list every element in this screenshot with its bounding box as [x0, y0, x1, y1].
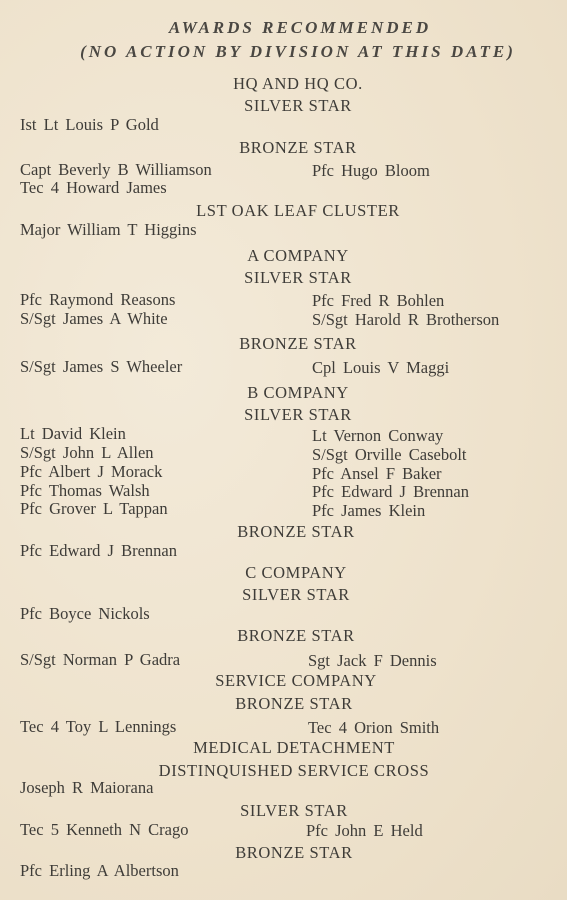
- awardee-b-silver-right-3: Pfc Ansel F Baker: [312, 464, 442, 483]
- awardee-medical-silver-right-1: Pfc John E Held: [306, 821, 423, 840]
- awardee-a-silver-left-1: Pfc Raymond Reasons: [20, 290, 176, 309]
- awardee-b-silver-left-3: Pfc Albert J Morack: [20, 462, 163, 481]
- awardee-b-silver-right-5: Pfc James Klein: [312, 501, 426, 520]
- awardee-service-bronze-left-1: Tec 4 Toy L Lennings: [20, 717, 177, 736]
- unit-heading-hq: HQ AND HQ CO.: [233, 74, 363, 93]
- award-heading-a-silver: SILVER STAR: [244, 268, 352, 287]
- awardee-b-silver-left-1: Lt David Klein: [20, 424, 126, 443]
- page-subtitle: (NO ACTION BY DIVISION AT THIS DATE): [80, 42, 516, 61]
- awardee-hq-oak-leaf-1: Major William T Higgins: [20, 220, 197, 239]
- award-heading-medical-silver: SILVER STAR: [240, 801, 348, 820]
- award-heading-c-silver: SILVER STAR: [242, 585, 350, 604]
- awardee-b-silver-right-1: Lt Vernon Conway: [312, 426, 444, 445]
- awardee-hq-silver-1: Ist Lt Louis P Gold: [20, 115, 159, 134]
- unit-heading-b-company: B COMPANY: [247, 383, 349, 402]
- awardee-b-silver-left-2: S/Sgt John L Allen: [20, 443, 154, 462]
- unit-heading-c-company: C COMPANY: [245, 563, 347, 582]
- unit-heading-service-company: SERVICE COMPANY: [215, 671, 377, 690]
- award-heading-hq-bronze: BRONZE STAR: [239, 138, 357, 157]
- awardee-a-silver-right-1: Pfc Fred R Bohlen: [312, 291, 445, 310]
- award-heading-service-bronze: BRONZE STAR: [235, 694, 353, 713]
- awardee-c-silver-1: Pfc Boyce Nickols: [20, 604, 150, 623]
- awardee-hq-bronze-left-1: Capt Beverly B Williamson: [20, 160, 212, 179]
- award-heading-hq-silver: SILVER STAR: [244, 96, 352, 115]
- awardee-a-silver-left-2: S/Sgt James A White: [20, 309, 168, 328]
- awardee-c-bronze-left-1: S/Sgt Norman P Gadra: [20, 650, 181, 669]
- awardee-medical-silver-left-1: Tec 5 Kenneth N Crago: [20, 820, 189, 839]
- award-heading-a-bronze: BRONZE STAR: [239, 334, 357, 353]
- award-heading-c-bronze: BRONZE STAR: [237, 626, 355, 645]
- awardee-a-bronze-left-1: S/Sgt James S Wheeler: [20, 357, 183, 376]
- page-title: AWARDS RECOMMENDED: [168, 18, 432, 37]
- awardee-medical-bronze-1: Pfc Erling A Albertson: [20, 861, 179, 880]
- awardee-a-silver-right-2: S/Sgt Harold R Brotherson: [312, 310, 500, 329]
- award-heading-b-silver: SILVER STAR: [244, 405, 352, 424]
- unit-heading-a-company: A COMPANY: [247, 246, 349, 265]
- award-heading-medical-dsc: DISTINQUISHED SERVICE CROSS: [158, 761, 430, 780]
- award-heading-medical-bronze: BRONZE STAR: [235, 843, 353, 862]
- awardee-c-bronze-right-1: Sgt Jack F Dennis: [308, 651, 437, 670]
- award-heading-b-bronze: BRONZE STAR: [237, 522, 355, 541]
- awardee-service-bronze-right-1: Tec 4 Orion Smith: [308, 718, 440, 737]
- unit-heading-medical: MEDICAL DETACHMENT: [193, 738, 395, 757]
- awardee-hq-bronze-right-1: Pfc Hugo Bloom: [312, 161, 430, 180]
- awardee-a-bronze-right-1: Cpl Louis V Maggi: [312, 358, 450, 377]
- awardee-b-silver-right-2: S/Sgt Orville Casebolt: [312, 445, 467, 464]
- awardee-b-bronze-1: Pfc Edward J Brennan: [20, 541, 178, 560]
- award-heading-hq-oak-leaf: LST OAK LEAF CLUSTER: [196, 201, 400, 220]
- awardee-b-silver-right-4: Pfc Edward J Brennan: [312, 482, 470, 501]
- awardee-medical-dsc-1: Joseph R Maiorana: [20, 778, 154, 797]
- awardee-b-silver-left-5: Pfc Grover L Tappan: [20, 499, 168, 518]
- awardee-hq-bronze-left-2: Tec 4 Howard James: [20, 178, 167, 197]
- awardee-b-silver-left-4: Pfc Thomas Walsh: [20, 481, 150, 500]
